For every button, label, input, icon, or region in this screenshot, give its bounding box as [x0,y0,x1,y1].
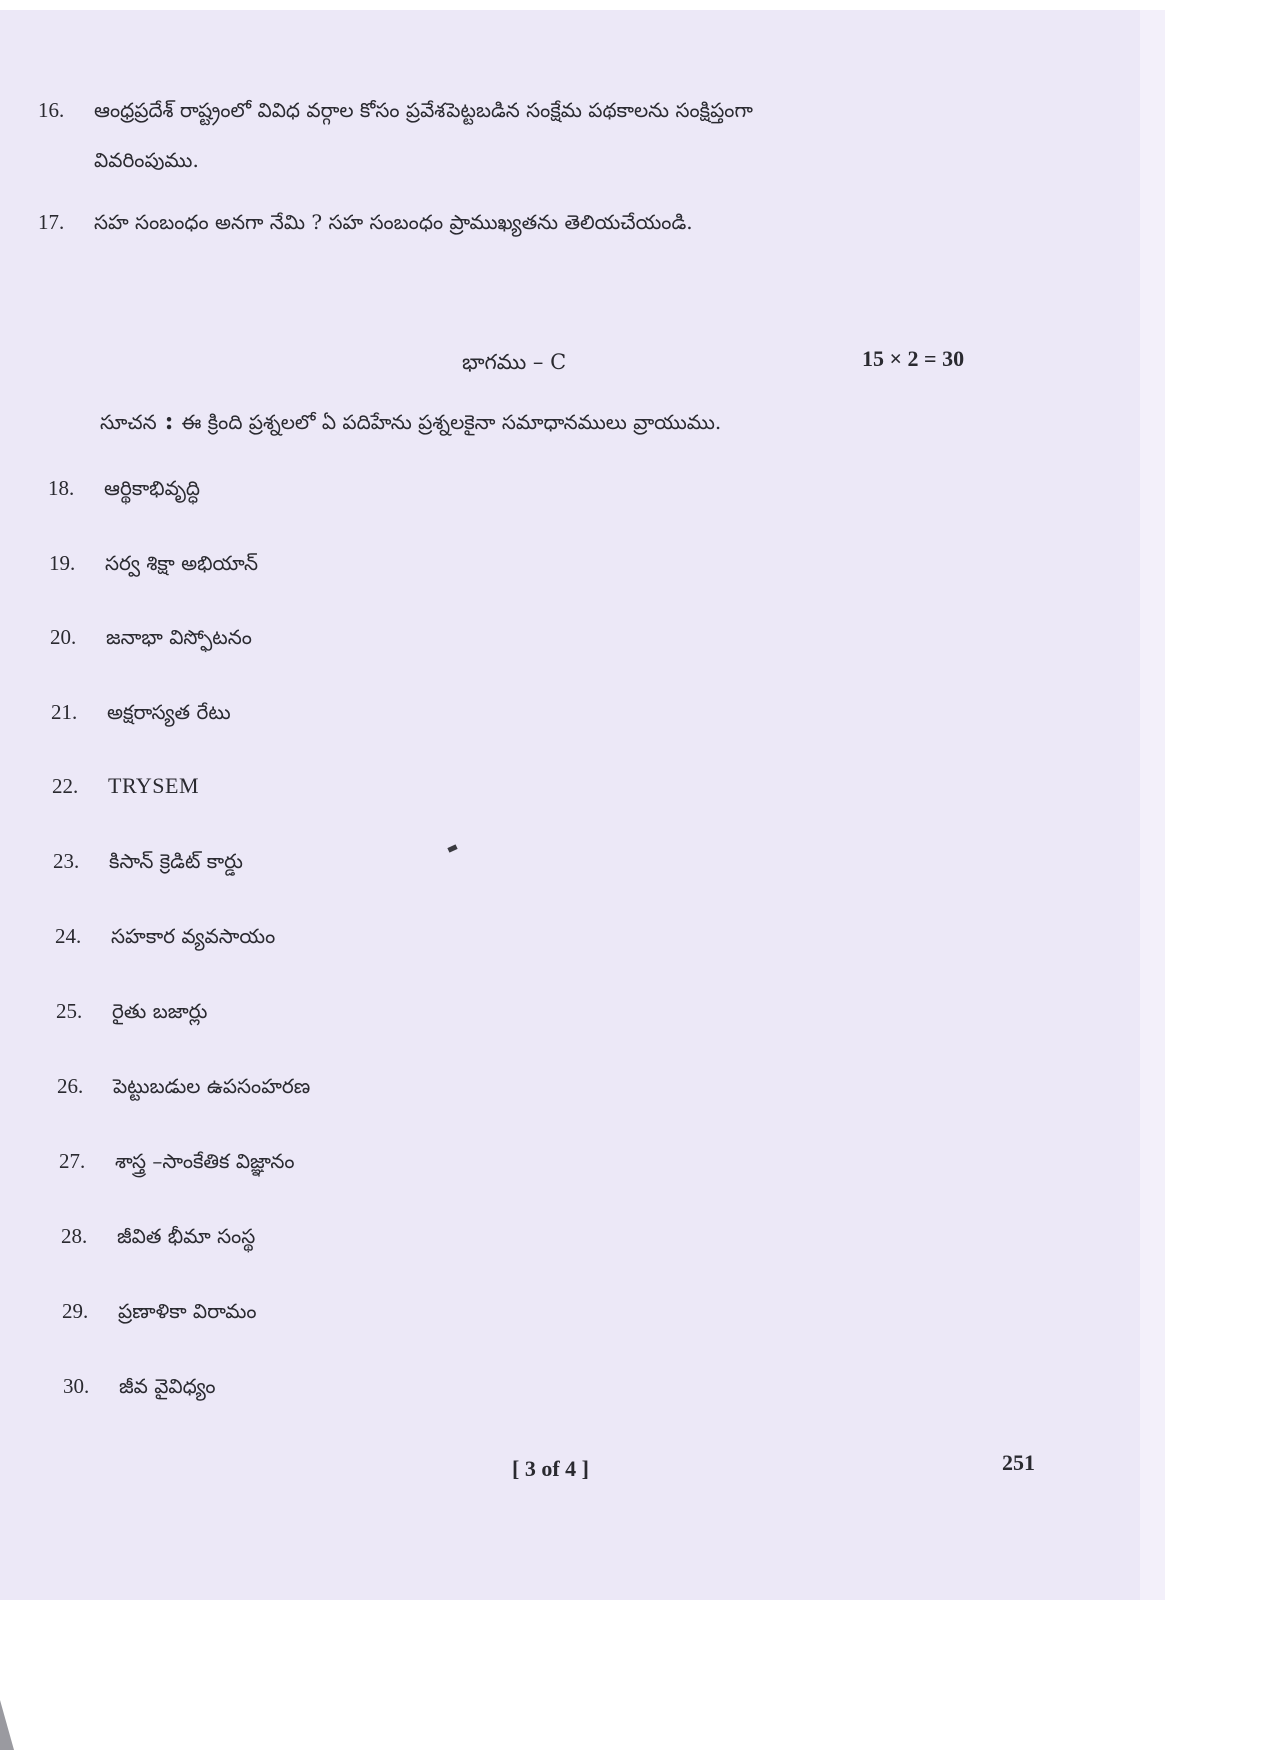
question-number: 29. [62,1299,89,1323]
question-number: 16. [38,98,65,122]
question-29 [62,1297,257,1325]
question-28 [61,1222,255,1250]
question-text: సర్వ శిక్షా అభియాన్ [105,551,258,575]
scan-corner-mark [0,1700,20,1750]
question-number: 22. [52,774,79,798]
question-text: సహకార వ్యవసాయం [111,924,276,948]
question-number: 26. [57,1074,84,1098]
question-text: జనాభా విస్ఫోటనం [106,625,252,649]
question-text: అక్షరాస్యత రేటు [107,700,231,724]
question-26 [57,1072,310,1100]
question-20 [50,623,252,651]
question-number: 25. [56,999,83,1023]
question-number: 17. [38,210,65,234]
question-25 [56,997,207,1025]
question-text: జీవిత భీమా సంస్థ [117,1224,256,1248]
question-text: జీవ వైవిధ్యం [119,1374,216,1398]
section-marks: 15 × 2 = 30 [862,346,965,371]
instruction-label: సూచన [100,410,157,434]
question-number: 24. [55,924,82,948]
question-23 [53,847,243,875]
question-text: TRYSEM [108,773,200,798]
question-24 [55,922,275,950]
question-30 [63,1372,215,1400]
question-27 [59,1147,295,1175]
page-indicator: [ 3 of 4 ] [512,1456,589,1481]
question-text: పెట్టుబడుల ఉపసంహరణ [113,1074,311,1098]
question-16-continuation: వివరింపుము. [94,148,199,172]
question-16 [38,96,753,124]
question-number: 20. [50,625,77,649]
question-number: 27. [59,1149,86,1173]
question-text: కిసాన్ క్రెడిట్ కార్డు [109,849,243,873]
question-number: 18. [48,476,75,500]
question-text: ప్రణాళికా విరామం [118,1299,257,1323]
instruction-colon: : [164,406,174,435]
question-number: 30. [63,1374,90,1398]
question-21 [51,698,231,726]
question-text: ఆర్థికాభివృద్ధి [104,476,201,500]
paper-code: 251 [1002,1450,1035,1475]
question-text: రైతు బజార్లు [112,999,208,1023]
question-text: సహ సంబంధం అనగా నేమి ? సహ సంబంధం ప్రాముఖ్యతను తెలియచేయండి. [94,210,693,234]
question-number: 23. [53,849,80,873]
question-number: 21. [51,700,78,724]
paper-sheet [0,10,1165,1600]
question-text: ఆంధ్రప్రదేశ్ రాష్ట్రంలో వివిధ వర్గాల కోసం ప్రవేశపెట్టబడిన సంక్షేమ పథకాలను సంక్షిప్తంగా [94,98,753,122]
scan-edge [1140,10,1165,1600]
question-18 [48,474,200,502]
instruction [100,406,721,439]
section-title: భాగము – C [462,350,567,374]
instruction-text: ఈ క్రింది ప్రశ్నలలో ఏ పదిహేను ప్రశ్నలకైనా సమాధానములు వ్రాయుము. [181,410,722,434]
question-number: 28. [61,1224,88,1248]
question-22 [52,772,199,800]
question-19 [49,549,258,577]
question-17 [38,208,693,236]
question-text: శాస్త్ర –సాంకేతిక విజ్ఞానం [115,1149,295,1173]
question-number: 19. [49,551,76,575]
